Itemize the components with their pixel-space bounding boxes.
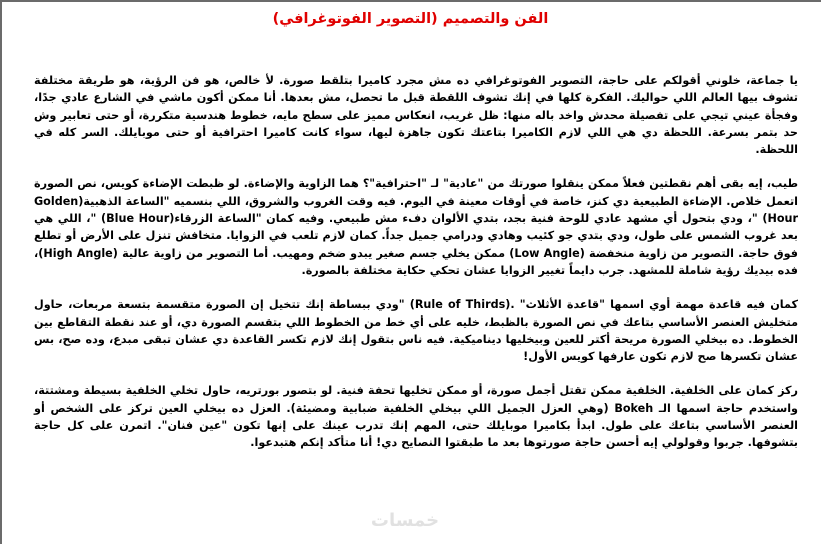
paragraph-rule-of-thirds: كمان فيه قاعدة مهمة أوي اسمها "قاعدة الأثلاث" .(Rule of Thirds) "ودي ببساطة إنك تتخيل إن الصورة متقسمة بتسعة مربعات، حاول متخليش العنصر الأساسي بتاعك في نص الصورة بالظبط، خليه على أي خط من الخطوط اللي بتقسم الصورة دي، أو عند نقطة التقاطع بين الخطوط. ده بيخلي الصورة مريحة أكتر للعين وبيخليها ديناميكية. فيه ناس بتقول إنك لازم تكسر القاعدة دي عشان تبقى مبدع، وده صح، بس عشان تكسرها صح لازم تكون عارفها كويس الأول! [34,298,799,364]
paragraph-background: ركز كمان على الخلفية. الخلفية ممكن تقتل أجمل صورة، أو ممكن تخليها تحفة فنية. لو بتصور بورتريه، حاول تخلي الخلفية بسيطة ومشتتة، واستخدم حاجة اسمها الـ Bokeh (وهي العزل الجميل اللي بيخلي الخلفية ضبابية ومضيئة). العزل ده بيخلي العين تركز على الشخص أو العنصر الأساسي بتاعك على طول. ابدأ بكاميرا موبايلك حتى، المهم إنك تدرب عينك على إنها تكون "عين فنان". اتمرن على كل حاجة بتشوفها. جربوا وقولولي إيه أحسن حاجة صورتوها بعد ما طبقتوا النصايح دي! أنا متأكد إنكم هتبدعوا. [34,384,798,450]
top-border [0,0,821,2]
left-border [0,0,2,544]
document-title: الفن والتصميم (التصوير الفوتوغرافي) [272,11,549,27]
watermark-logo: خمسات [370,510,440,531]
paragraph-intro: يا جماعة، خلوني أقولكم على حاجة، التصوير الفوتوغرافي ده مش مجرد كاميرا بتلقط صورة. لأ خالص، هو فن الرؤية، هو طريقة مختلفة تشوف بيها العالم اللي حواليك. الفكرة كلها في إنك تشوف اللقطة قبل ما تحصل، مش بعدها. أنا ممكن أكون ماشي في الشارع عادي جدًا، وفجأة عيني تيجي على تفصيلة محدش واخد باله منها: ظل غريب، انعكاس مميز على سطح مايه، خطوط هندسية متكررة، أو حتى تعابير وش حد بتمر بسرعة. اللحظة دي هي اللي لازم الكاميرا بتاعتك تكون جاهزة ليها، سواء كانت كاميرا احترافية أو حتى موبايلك. السر كله في اللحظة. [34,74,798,157]
paragraph-lighting-angles: طيب، إيه بقى أهم نقطتين فعلاً ممكن ينقلوا صورتك من "عادية" لـ "احترافية"؟ هما الزاوية والإضاءة. لو ظبطت الإضاءة كويس، نص الصورة اتعمل خلاص. الإضاءة الطبيعية دي كنز، خاصة في أوقات معينة في اليوم. فيه وقت الغروب والشروق، اللي بنسميه "الساعة الذهبية(Golden Hour) "، ودي بتحول أي مشهد عادي للوحة فنية بجد، بتدي الألوان دفء مش طبيعي. وفيه كمان "الساعة الزرقاء(Blue Hour) "، اللي هي بعد غروب الشمس على طول، ودي بتدي جو كئيب وهادي ودرامي جميل جداً. كمان لازم تلعب في الزوايا. متخافش تنزل على الأرض أو تطلع فوق حاجة. التصوير من زاوية منخفضة (Low Angle) ممكن يخلي جسم صغير يبدو ضخم ومهيب. أما التصوير من زاوية عالية (High Angle)، فده بيديك رؤية شاملة للمشهد. جرب دايماً تغيير الزوايا عشان تحكي حكاية مختلفة بالصورة. [34,177,798,277]
document-body [34,72,798,469]
